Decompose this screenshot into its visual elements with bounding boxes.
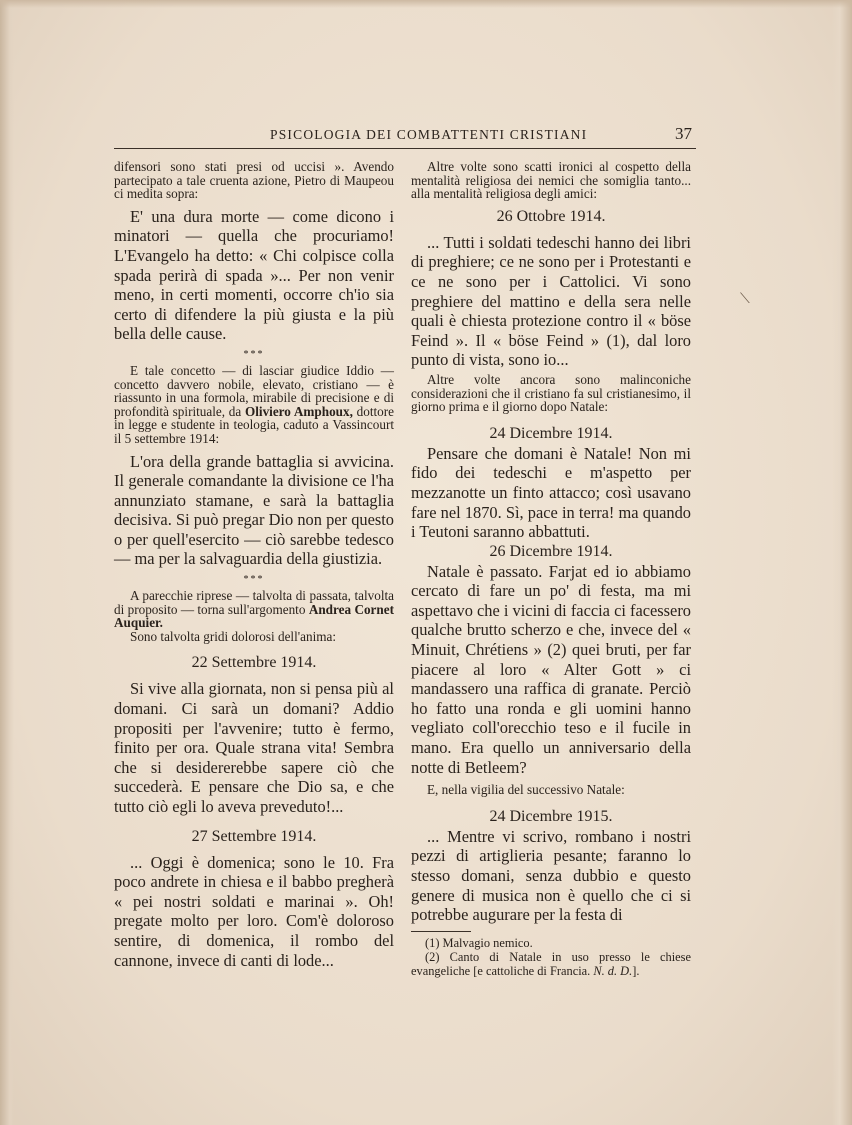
right-paragraph-vigil: E, nella vigilia del successivo Natale: [427, 782, 625, 798]
page-top-edge [0, 0, 852, 8]
left-column [114, 160, 394, 970]
left-quote-amphoux: L'ora della grande battaglia si avvicina. Il generale comandante la divisione ce l'ha annunziato stamane, e sarà la battaglia decisiva. Si può pregar Dio non per questo o per quell'esercito — ciò sarebbe tedesco — ma per la salvaguardia della giustizia. [114, 451, 394, 569]
left-quote-maupeou: E' una dura morte — come dicono i minatori — quella che procuriamo! L'Evangelo ha detto: « Chi colpisce colla spada perirà di spada »... Per non venir meno, in certi momenti, occorre ch'io sia certo di difendere la più giusta e la più bella delle cause. [114, 206, 394, 344]
page-left-edge [0, 0, 14, 1125]
letter-date: 26 Dicembre 1914. [489, 542, 613, 560]
page-right-edge [832, 0, 852, 1125]
right-paragraph-intro: Altre volte sono scatti ironici al cospetto della mentalità religiosa dei nemici che somiglia tanto... alla mentalità religiosa degli amici: [411, 159, 691, 202]
running-title: PSICOLOGIA DEI COMBATTENTI CRISTIANI [270, 127, 588, 142]
letter-body: ... Mentre vi scrivo, rombano i nostri pezzi di artiglieria pesante; faranno lo stesso domani, senza dubbio e questo genere di musica non è quello che ci si potrebbe augurare per la festa di [411, 826, 691, 925]
margin-mark: ⟍ [740, 292, 750, 307]
left-paragraph-intro: difensori sono stati presi od uccisi ». Avendo partecipato a tale cruenta azione, Pietro di Maupeou ci medita sopra: [114, 159, 394, 202]
page-header [114, 124, 696, 150]
letter-body: Si vive alla giornata, non si pensa più al domani. Ci sarà un domani? Addio propositi per l'avvenire; tutto è fermo, finito per ora. Quale strana vita! Sembra che si desidererebbe sapere ciò che succederà. E pensare che Dio sa, e che tutto ciò egli lo aveva preveduto!... [114, 679, 394, 816]
author-name-auquier: Andrea Cornet Auquier. [114, 601, 394, 631]
letter-body: ... Oggi è domenica; sono le 10. Fra poco andrete in chiesa e il babbo pregherà « pei nostri soldati e marinai ». Oh! pregate molto per loro. Com'è doloroso sentire, di domenica, il rombo del cannone, invece di canti di lode... [114, 852, 394, 970]
footnote-rule [411, 931, 471, 932]
header-rule [114, 148, 696, 149]
footnote-1: (1) Malvagio nemico. [425, 935, 533, 950]
letter-date: 24 Dicembre 1915. [489, 807, 613, 825]
section-separator: *** [243, 348, 265, 360]
letter-body: Natale è passato. Farjat ed io abbiamo cercato di fare un po' di festa, ma mi aspettavo che i vicini di faccia ci facessero qualche brutto scherzo e che, invece del « Minuit, Chrétiens » (2) quei bruti, per far piacere al loro « Alter Gott » ci mandassero una raffica di granate. Perciò ho fatto una ronda e gli uomini hanno vegliato coll'orecchio teso e il fucile in mano. Era quello un anniversario della notte di Betleem? [411, 561, 691, 777]
letter-body: Pensare che domani è Natale! Non mi fido dei tedeschi e m'aspetto per mezzanotte un finto attacco; così usavano fare nel 1870. Sì, pace in terra! ma quando i Teutoni saranno abbattuti. [411, 443, 691, 542]
left-paragraph-amphoux: E tale concetto — di lasciar giudice Iddio — concetto davvero nobile, elevato, cristiano — è riassunto in una formola, mirabile di precisione e di profondità spirituale, da Oliviero Amphoux, dottore in legge e studente in teologia, caduto a Vassincourt il 5 settembre 1914: [114, 362, 395, 446]
letter-body: ... Tutti i soldati tedeschi hanno dei libri di preghiere; ce ne sono per i Protestanti e ce ne sono per i Cattolici. Vi sono preghiere del mattino e della sera nelle quali è chiesta protezione contro il « böse Feind ». Il « böse Feind » (1), dal loro punto di vista, sono io... [411, 232, 691, 370]
page-number: 37 [675, 124, 692, 143]
footnote-2: (2) Canto di Natale in uso presso le chiese evangeliche [e cattoliche di Francia. N. d. D.]. [411, 949, 691, 978]
left-paragraph-cries: Sono talvolta gridi dolorosi dell'anima: [130, 628, 337, 644]
section-separator: *** [243, 574, 265, 586]
right-paragraph-christmas: Altre volte ancora sono malinconiche considerazioni che il cristiano fa sul cristianesimo, il giorno prima e il giorno dopo Natale: [411, 371, 691, 415]
letter-date: 22 Settembre 1914. [191, 654, 317, 672]
letter-date: 24 Dicembre 1914. [489, 424, 613, 442]
author-name-amphoux: Oliviero Amphoux, [244, 403, 353, 419]
letter-date: 27 Settembre 1914. [191, 827, 317, 845]
letter-date: 26 Ottobre 1914. [496, 207, 606, 225]
right-column [411, 160, 691, 978]
left-paragraph-auquier: A parecchie riprese — talvolta di passata, talvolta di proposito — torna sull'argomento Andrea Cornet Auquier. [114, 588, 394, 631]
